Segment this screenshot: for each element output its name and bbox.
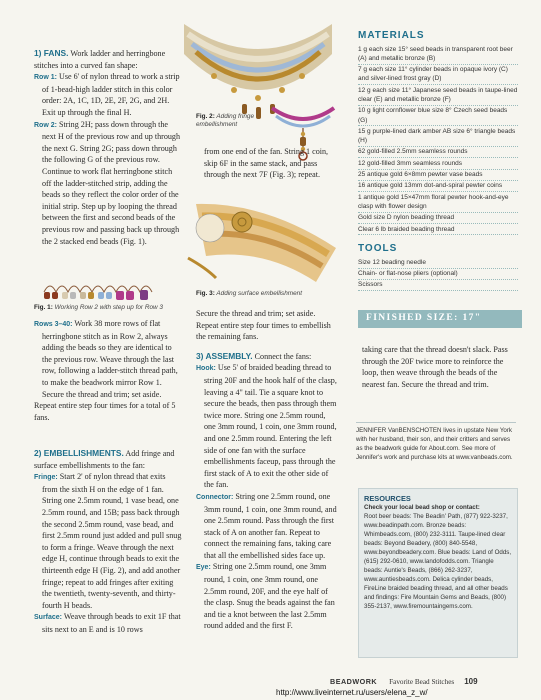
fringe-label: Fringe: [34, 474, 58, 482]
figure-1-label: Fig. 1: [34, 304, 53, 311]
material-item: Clear 6 lb braided beading thread [358, 224, 518, 235]
materials-heading: MATERIALS [358, 30, 425, 41]
secure-text: Secure the thread and trim; set aside. Repeat entire step four times to embellish the remaining fans. [196, 309, 331, 342]
figure-3-caption [196, 290, 336, 298]
col2-cont-text: from one end of the fan. String 1 coin, skip 6F in the same stack, and pass through the next 7F (Fig. 3); repeat. [204, 147, 329, 180]
material-item: 62 gold-filled 2.5mm seamless rounds [358, 147, 518, 158]
eye-label: Eye: [196, 564, 211, 572]
footer-section: Favorite Bead Stitches [389, 678, 455, 686]
material-item: 15 g purple-lined dark amber AB size 6° triangle beads (H) [358, 126, 518, 147]
resources-lead: Check your local bead shop or contact: [364, 504, 480, 511]
material-item: 1 g each size 15° seed beads in transparent root beer (A) and metallic bronze (B) [358, 44, 518, 65]
resources-heading: RESOURCES [364, 494, 411, 503]
material-item: 25 antique gold 6×8mm pewter vase beads [358, 170, 518, 181]
material-item: 12 gold-filled 3mm seamless rounds [358, 158, 518, 169]
bio-text: JENNIFER VanBENSCHOTEN lives in upstate New York with her husband, their son, and their critters and serves as the beadwork guide for About.com. See more of Jennifer's work and purchase kits at www.vanbeads.com. [356, 427, 513, 461]
figure-1-illustration [40, 278, 162, 302]
row1-text: Use 6' of nylon thread to work a strip of 1-bead-high ladder stitch in this color order: 2A, 1C, 1D, 2E, 2F, 2G, and 2H. Exit up through the final H. [42, 72, 180, 117]
material-item: 10 g light cornflower blue size 8° Czech seed beads (G) [358, 106, 518, 127]
col2-continuation [204, 146, 336, 181]
assembly-intro: Connect the fans: [254, 351, 312, 361]
author-bio [356, 422, 516, 462]
row1-label: Row 1: [34, 74, 57, 82]
row2-label: Row 2: [34, 121, 57, 129]
materials-list [358, 44, 518, 235]
embellishments-heading: 2) EMBELLISHMENTS. [34, 448, 124, 458]
col3-continuation [362, 344, 514, 390]
connector-label: Connector: [196, 493, 234, 501]
material-item: 7 g each size 11° cylinder beads in opaque ivory (C) and silver-lined frost gray (D) [358, 65, 518, 86]
tool-item: Chain- or flat-nose pliers (optional) [358, 269, 518, 280]
connector-text: String one 2.5mm round, one 3mm round, 1 coin, one 3mm round, and one 2.5mm round. Pass through the first stack of A on another fan. Repeat to connect the remaining fans, taking care that all the embellished sides face up. [204, 491, 337, 560]
footer-magazine: BEADWORK [330, 677, 378, 686]
embellishments-section [34, 448, 182, 636]
figure-2-caption-text: Adding fringe embellishment [196, 113, 255, 128]
figure-3-illustration [186, 198, 340, 286]
row2-text: String 2H; pass down through the next H of the previous row and up through the next G. String 2G; pass down through the following G of the previous row. Continue to work flat herringbone stitch off the ladder-stitched strip, adding the beads so they reflect the color order of the initial strip. Step up by looping the thread between the first and second beads of the previous row and passing back up through the 2 stacked end beads (Fig. 1). [42, 119, 181, 246]
material-item: 1 antique gold 15×47mm floral pewter hook-and-eye clasp with flower design [358, 192, 518, 213]
page-number: 109 [464, 677, 478, 686]
eye-text: String one 2.5mm round, one 3mm round, 1 coin, one 3mm round, one 2.5mm round, 20F, and the eye half of the clasp. Snug the beads against the fan and tie a knot between the last 2.5mm round added and the first F. [204, 562, 335, 631]
assembly-heading: 3) ASSEMBLY. [196, 350, 253, 361]
surface-text: Weave through beads to exit 1F that sits next to an E and is 10 rows [42, 612, 181, 634]
figure-2-caption [196, 113, 256, 129]
finished-size-label: FINISHED SIZE: 17" [366, 313, 482, 323]
tool-item: Scissors [358, 280, 518, 291]
figure-2-label: Fig. 2: [196, 113, 215, 120]
figure-1-caption [34, 304, 184, 312]
bio-divider [356, 422, 516, 423]
fans-heading: 1) FANS. [34, 48, 69, 58]
materials-box [358, 30, 518, 291]
tool-item: Size 12 beading needle [358, 257, 518, 268]
hook-label: Hook: [196, 365, 216, 373]
resources-text: Root beer beads: The Beadin' Path, (877) 922-3237, www.beadinpath.com. Bronze beads: Whimbeads.com, (800) 232-3111. Taupe-lined clear beads: Beyond Beadery, (800) 840-5548, www.beyondbeadery.com. Blue beads: Land of Odds, (615) 292-0610, www.landofodds.com. Triangle beads: Auntie's Beads, (866) 262-3237, www.auntiesbeads.com. Delica cylinder beads, FireLine braided beading thread, and all other beads and findings: Fire Mountain Gems and Beads, (800) 355-2137, www.firemountaingems.com. [364, 513, 512, 610]
material-item: 16 antique gold 13mm dot-and-spiral pewter coins [358, 181, 518, 192]
material-item: Gold size D nylon beading thread [358, 213, 518, 224]
figure-3-caption-text: Adding surface embellishment [216, 290, 302, 297]
fringe-text: Start 2' of nylon thread that exits from the sixth H on the edge of 1 fan. String one 2.5mm round, 1 vase bead, one 2.5mm round, and 15B; pass back through the second 2.5mm round, vase bead, and first 2.5mm round just added and pull snug to form a fringe. Weave through the next edge H, continue through beads to exit the thirteenth edge H (Fig. 2), and add another fringe; repeat to add fringes after exiting the twentieth, twenty-seventh, and thirty-fourth H beads. [42, 472, 182, 610]
resources-box [358, 488, 518, 658]
rows3-label: Rows 3–40: [34, 321, 73, 328]
figure-1-caption-text: Working Row 2 with step up for Row 3 [54, 304, 163, 311]
col3-text: taking care that the thread doesn't slack. Pass through the 20F twice more to reinforce the loop, then weave through the beads of the nearest fan. Secure the thread and trim. [362, 345, 508, 389]
rows3-text: Work 38 more rows of flat herringbone stitch as in Row 2, always adding the beads so they are identical to the previous row. Weave through the last row, following a ladder-stitch thread path, to make the beadwork mirror Row 1. Secure the thread and trim; set aside. [42, 319, 178, 399]
page-footer [330, 677, 520, 686]
finished-size-banner [358, 310, 522, 328]
fans-intro: Work ladder and herringbone stitches into a curved fan shape: [34, 49, 166, 70]
watermark-url: http://www.liveinternet.ru/users/elena_z_w/ [276, 688, 428, 697]
fans-repeat-text: Repeat entire step four times for a total of 5 fans. [34, 401, 176, 422]
tools-list [358, 257, 518, 291]
fans-section [34, 48, 182, 247]
tools-heading: TOOLS [358, 243, 398, 255]
col2-main-text [196, 308, 339, 632]
figure-3-label: Fig. 3: [196, 290, 215, 297]
rows-section [34, 318, 182, 423]
material-item: 12 g each size 11° Japanese seed beads in taupe-lined clear (E) and metallic bronze (F) [358, 85, 518, 106]
surface-label: Surface: [34, 614, 63, 622]
embellishments-intro: Add fringe and surface embellishments to the fan: [34, 449, 175, 470]
hook-text: Use 5' of braided beading thread to string 20F and the hook half of the clasp, leaving a 4" tail. Tie a square knot to secure the beads, then pass through them twice more. String one 2.5mm round, one 3mm round, 1 coin, one 3mm round, and one 2.5mm round. Entering the left side of one fan with the surface embellishments faceup, pass through the first stack of A to exit the other side of the fan. [204, 363, 337, 490]
